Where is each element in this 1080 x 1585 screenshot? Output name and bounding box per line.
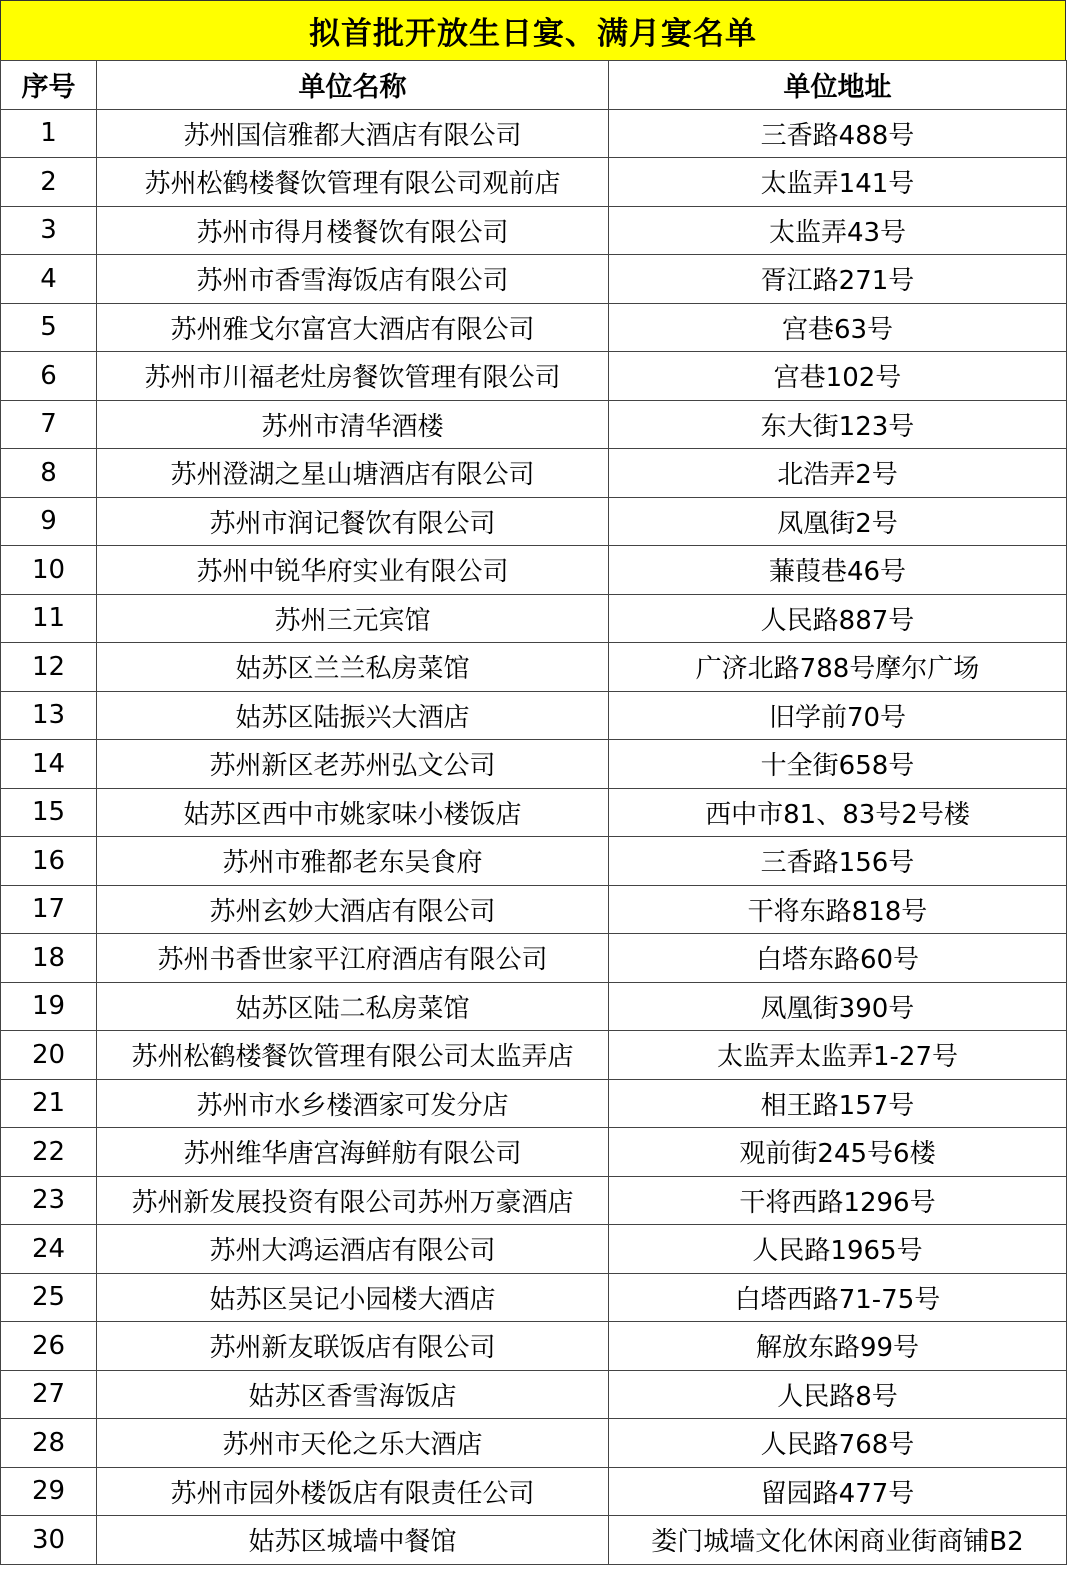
venue-name-cell: 苏州新友联饭店有限公司 (97, 1322, 609, 1371)
row-number-cell: 2 (1, 158, 97, 207)
venue-name-cell: 苏州维华唐宫海鲜舫有限公司 (97, 1128, 609, 1177)
venue-address-cell: 人民路887号 (609, 594, 1067, 643)
table-row (1, 1176, 1067, 1225)
venue-name-cell: 姑苏区陆二私房菜馆 (97, 982, 609, 1031)
venue-address-cell: 蒹葭巷46号 (609, 546, 1067, 595)
venue-name-cell: 苏州三元宾馆 (97, 594, 609, 643)
venue-table (0, 60, 1067, 1565)
row-number-cell: 27 (1, 1370, 97, 1419)
document-title: 拟首批开放生日宴、满月宴名单 (0, 0, 1066, 61)
venue-name-cell: 苏州大鸿运酒店有限公司 (97, 1225, 609, 1274)
table-row (1, 594, 1067, 643)
venue-name-cell: 苏州市香雪海饭店有限公司 (97, 255, 609, 304)
venue-name-cell: 苏州市水乡楼酒家可发分店 (97, 1079, 609, 1128)
table-row (1, 1031, 1067, 1080)
venue-name-cell: 苏州市天伦之乐大酒店 (97, 1419, 609, 1468)
table-row (1, 1273, 1067, 1322)
table-row (1, 837, 1067, 886)
row-number-cell: 18 (1, 934, 97, 983)
venue-address-cell: 旧学前70号 (609, 691, 1067, 740)
venue-name-cell: 苏州国信雅都大酒店有限公司 (97, 109, 609, 158)
venue-address-cell: 三香路156号 (609, 837, 1067, 886)
table-row (1, 546, 1067, 595)
venue-address-cell: 太监弄141号 (609, 158, 1067, 207)
venue-name-cell: 苏州市川福老灶房餐饮管理有限公司 (97, 352, 609, 401)
row-number-cell: 5 (1, 303, 97, 352)
venue-address-cell: 十全街658号 (609, 740, 1067, 789)
venue-name-cell: 苏州松鹤楼餐饮管理有限公司观前店 (97, 158, 609, 207)
table-row (1, 1370, 1067, 1419)
table-row (1, 1419, 1067, 1468)
venue-name-cell: 苏州市得月楼餐饮有限公司 (97, 206, 609, 255)
venue-address-cell: 白塔东路60号 (609, 934, 1067, 983)
venue-address-cell: 干将西路1296号 (609, 1176, 1067, 1225)
table-row (1, 982, 1067, 1031)
venue-address-cell: 解放东路99号 (609, 1322, 1067, 1371)
table-row (1, 400, 1067, 449)
venue-name-cell: 姑苏区兰兰私房菜馆 (97, 643, 609, 692)
row-number-cell: 20 (1, 1031, 97, 1080)
row-number-cell: 3 (1, 206, 97, 255)
venue-address-cell: 宫巷102号 (609, 352, 1067, 401)
header-venue-name: 单位名称 (97, 61, 609, 110)
table-row (1, 303, 1067, 352)
row-number-cell: 26 (1, 1322, 97, 1371)
venue-address-cell: 宫巷63号 (609, 303, 1067, 352)
venue-address-cell: 东大街123号 (609, 400, 1067, 449)
row-number-cell: 15 (1, 788, 97, 837)
table-row (1, 1225, 1067, 1274)
venue-name-cell: 苏州市清华酒楼 (97, 400, 609, 449)
venue-address-cell: 三香路488号 (609, 109, 1067, 158)
venue-name-cell: 苏州书香世家平江府酒店有限公司 (97, 934, 609, 983)
venue-address-cell: 太监弄43号 (609, 206, 1067, 255)
table-row (1, 1128, 1067, 1177)
venue-address-cell: 观前街245号6楼 (609, 1128, 1067, 1177)
row-number-cell: 7 (1, 400, 97, 449)
table-row (1, 158, 1067, 207)
venue-name-cell: 苏州市雅都老东吴食府 (97, 837, 609, 886)
venue-name-cell: 苏州新区老苏州弘文公司 (97, 740, 609, 789)
table-row (1, 643, 1067, 692)
row-number-cell: 8 (1, 449, 97, 498)
row-number-cell: 25 (1, 1273, 97, 1322)
venue-name-cell: 姑苏区城墙中餐馆 (97, 1516, 609, 1565)
row-number-cell: 23 (1, 1176, 97, 1225)
venue-name-cell: 苏州雅戈尔富宫大酒店有限公司 (97, 303, 609, 352)
row-number-cell: 19 (1, 982, 97, 1031)
venue-address-cell: 留园路477号 (609, 1467, 1067, 1516)
venue-address-cell: 胥江路271号 (609, 255, 1067, 304)
table-row (1, 691, 1067, 740)
table-row (1, 1516, 1067, 1565)
venue-address-cell: 娄门城墙文化休闲商业街商铺B2 (609, 1516, 1067, 1565)
table-row (1, 740, 1067, 789)
venue-address-cell: 人民路8号 (609, 1370, 1067, 1419)
venue-name-cell: 苏州玄妙大酒店有限公司 (97, 885, 609, 934)
table-row (1, 788, 1067, 837)
row-number-cell: 6 (1, 352, 97, 401)
venue-address-cell: 相王路157号 (609, 1079, 1067, 1128)
table-row (1, 1322, 1067, 1371)
row-number-cell: 30 (1, 1516, 97, 1565)
table-body (1, 109, 1067, 1564)
venue-name-cell: 姑苏区西中市姚家味小楼饭店 (97, 788, 609, 837)
row-number-cell: 28 (1, 1419, 97, 1468)
row-number-cell: 9 (1, 497, 97, 546)
venue-address-cell: 凤凰街2号 (609, 497, 1067, 546)
row-number-cell: 1 (1, 109, 97, 158)
venue-address-cell: 凤凰街390号 (609, 982, 1067, 1031)
row-number-cell: 11 (1, 594, 97, 643)
table-row (1, 1079, 1067, 1128)
venue-address-cell: 北浩弄2号 (609, 449, 1067, 498)
table-row (1, 352, 1067, 401)
header-number: 序号 (1, 61, 97, 110)
venue-address-cell: 西中市81、83号2号楼 (609, 788, 1067, 837)
venue-address-cell: 人民路1965号 (609, 1225, 1067, 1274)
venue-address-cell: 人民路768号 (609, 1419, 1067, 1468)
table-row (1, 497, 1067, 546)
venue-name-cell: 姑苏区吴记小园楼大酒店 (97, 1273, 609, 1322)
table-row (1, 255, 1067, 304)
table-row (1, 1467, 1067, 1516)
table-row (1, 109, 1067, 158)
row-number-cell: 29 (1, 1467, 97, 1516)
row-number-cell: 21 (1, 1079, 97, 1128)
venue-name-cell: 苏州中锐华府实业有限公司 (97, 546, 609, 595)
venue-name-cell: 姑苏区香雪海饭店 (97, 1370, 609, 1419)
row-number-cell: 13 (1, 691, 97, 740)
row-number-cell: 10 (1, 546, 97, 595)
row-number-cell: 14 (1, 740, 97, 789)
row-number-cell: 16 (1, 837, 97, 886)
row-number-cell: 24 (1, 1225, 97, 1274)
row-number-cell: 22 (1, 1128, 97, 1177)
table-row (1, 934, 1067, 983)
table-row (1, 206, 1067, 255)
venue-address-cell: 广济北路788号摩尔广场 (609, 643, 1067, 692)
venue-name-cell: 苏州澄湖之星山塘酒店有限公司 (97, 449, 609, 498)
table-row (1, 885, 1067, 934)
venue-name-cell: 苏州松鹤楼餐饮管理有限公司太监弄店 (97, 1031, 609, 1080)
table-row (1, 449, 1067, 498)
venue-address-cell: 白塔西路71-75号 (609, 1273, 1067, 1322)
row-number-cell: 12 (1, 643, 97, 692)
row-number-cell: 17 (1, 885, 97, 934)
header-venue-address: 单位地址 (609, 61, 1067, 110)
venue-name-cell: 姑苏区陆振兴大酒店 (97, 691, 609, 740)
header-row (1, 61, 1067, 110)
venue-address-cell: 干将东路818号 (609, 885, 1067, 934)
venue-name-cell: 苏州新发展投资有限公司苏州万豪酒店 (97, 1176, 609, 1225)
venue-address-cell: 太监弄太监弄1-27号 (609, 1031, 1067, 1080)
venue-name-cell: 苏州市润记餐饮有限公司 (97, 497, 609, 546)
venue-name-cell: 苏州市园外楼饭店有限责任公司 (97, 1467, 609, 1516)
row-number-cell: 4 (1, 255, 97, 304)
